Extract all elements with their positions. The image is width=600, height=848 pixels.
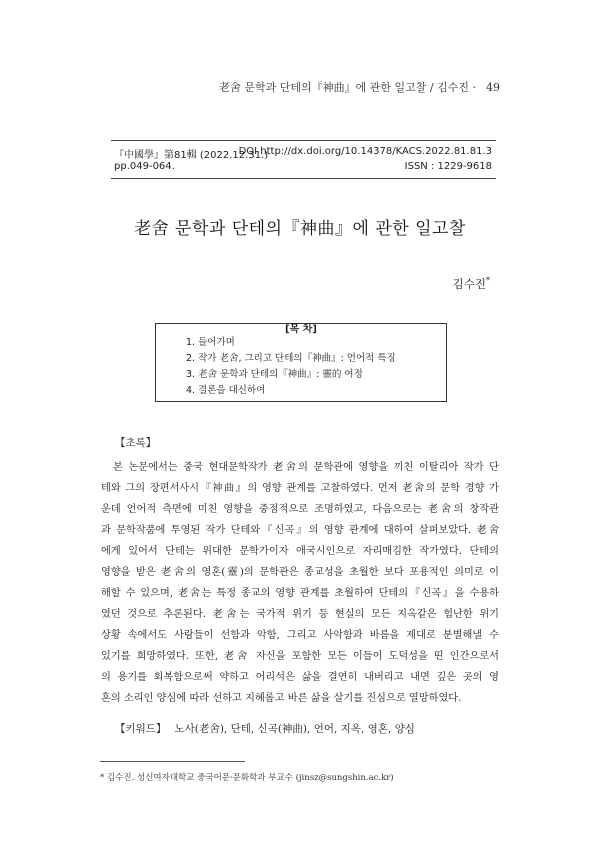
abstract-line: 상황 속에서도 사람들이 선함과 악함, 그리고 사악함과 바름을 제대로 분별해낼 수 — [101, 630, 499, 641]
abstract-line: 본 논문에서는 중국 현대문학작가 老舍의 문학관에 영향을 끼친 이탈리아 작가 단 — [113, 462, 499, 473]
footnote-rule — [100, 761, 245, 762]
abstract-line: 의 용기를 회복함으로써 약하고 어리석은 삶을 결연히 내버리고 내면 깊은 곳의 영 — [101, 672, 499, 683]
abstract-line: 해할 수 있으며, 老舍는 특정 종교의 영향 관계를 초월하여 단테의『신곡』을 수용하 — [101, 588, 499, 599]
toc-item[interactable]: 1. 들어가며 — [186, 337, 235, 348]
toc-heading-wrap — [156, 317, 446, 336]
paper-title: 老舍 문학과 단테의『神曲』에 관한 일고찰 — [134, 219, 466, 239]
keywords — [115, 721, 415, 736]
keywords-label: 【키워드】 — [115, 723, 167, 735]
author — [453, 276, 490, 292]
abstract-line: 테와 그의 장편서사시『神曲』의 영향 관계를 고찰하였다. 먼저 老舍의 문학 경향 가 — [101, 483, 499, 494]
issn: ISSN : 1229-9618 — [404, 161, 492, 172]
toc-item[interactable]: 2. 작가 老舍, 그리고 단테의『神曲』: 언어적 특징 — [186, 353, 396, 364]
abstract-body — [101, 457, 499, 709]
running-header-text: 老舍 문학과 단테의『神曲』에 관한 일고찰 / 김수진 · — [218, 81, 476, 94]
page-number: 49 — [486, 81, 500, 94]
toc-heading: [목 차] — [279, 324, 323, 335]
abstract-line: 혼의 소리인 양심에 따라 선하고 지혜롭고 바른 삶을 살기를 진심으로 열망하였다. — [101, 693, 462, 704]
toc-item[interactable]: 4. 결론을 대신하여 — [186, 385, 266, 396]
toc-list — [186, 335, 396, 399]
running-header — [219, 79, 500, 95]
author-footnote: * 김수진. 성신여자대학교 중국어문·문화학과 부교수 (jinsz@sungshin.ac.kr) — [100, 773, 394, 783]
table-of-contents — [155, 323, 447, 402]
abstract-line: 운데 언어적 측면에 미친 영향을 중점적으로 조명하였고, 다음으로는 老舍의 창작관 — [101, 504, 499, 515]
meta-rule-top — [111, 140, 496, 141]
journal-pages: pp.049-064. — [114, 161, 175, 172]
abstract-label: 【초록】 — [115, 437, 157, 449]
abstract-line: 였던 것으로 추론된다. 老舍는 국가적 위기 등 현실의 모든 지옥같은 험난한 위기 — [101, 609, 499, 620]
abstract-line: 과 문학작품에 투영된 작가 단테와『신곡』의 영향 관계에 대하여 살펴보았다. 老舍 — [101, 525, 499, 536]
abstract-line: 영향을 받은 老舍의 영혼(靈)의 문학관은 종교성을 초월한 보다 포용적인 의미로 이 — [101, 567, 499, 578]
keywords-text: 노사(老舍), 단테, 신곡(神曲), 언어, 지옥, 영혼, 양심 — [174, 723, 415, 735]
journal-issue: 『中國學』第81輯 (2022.12.31.) — [114, 150, 269, 161]
author-name: 김수진 — [452, 277, 486, 291]
abstract-line: 있기를 희망하였다. 또한, 老舍 자신을 포함한 모든 이들이 도덕성을 띤 인간으로서 — [101, 651, 499, 662]
abstract-line: 에게 있어서 단테는 위대한 문학가이자 애국시인으로 자리매김한 작가였다. 단테의 — [101, 546, 499, 557]
author-footnote-marker: * — [486, 276, 490, 286]
toc-item[interactable]: 3. 老舍 문학과 단테의『神曲』: 靈的 여정 — [186, 369, 363, 380]
doi-link[interactable]: DOI http://dx.doi.org/10.14378/KACS.2022.81.81.3 — [238, 146, 492, 157]
meta-rule-bottom — [111, 178, 496, 179]
